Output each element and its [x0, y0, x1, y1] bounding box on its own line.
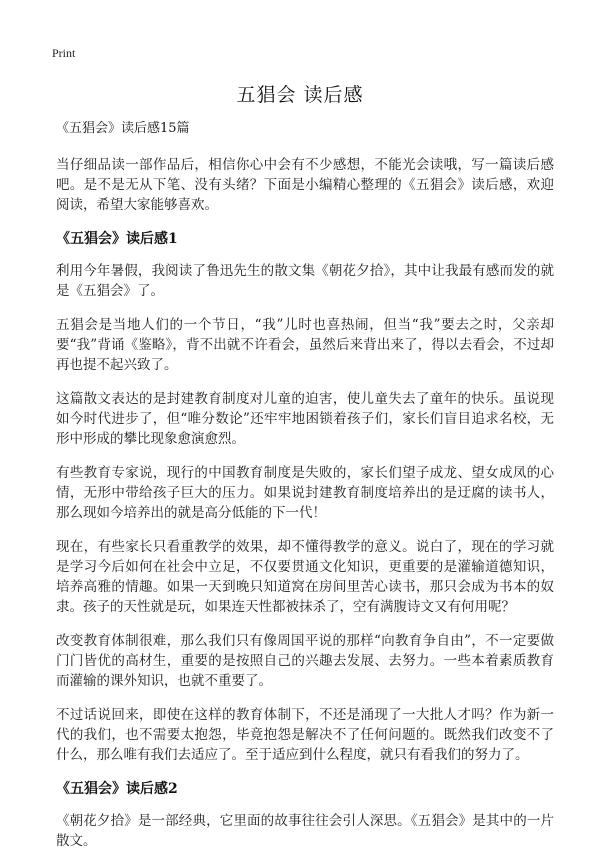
page-title: 五猖会 读后感 [236, 84, 364, 106]
paragraph: 五猖会是当地人们的一个节日，“我”儿时也喜热闹，但当“我”要去之时，父亲却要“我”背诵《鉴略》，背不出就不许看会，虽然后来背出来了，得以去看会，不过却再也提不起兴致了。 [56, 317, 554, 373]
section-1 [56, 229, 554, 765]
article-body [56, 120, 554, 865]
section-2 [56, 779, 554, 851]
paragraph: 改变教育体制很难，那么我们只有像周国平说的那样“向教育争自由”，不一定要做门门皆优的高材生，重要的是按照自己的兴趣去发展、去努力。一些本着素质教育而灌输的课外知识，也就不重要了。 [56, 633, 554, 689]
paragraph: 现在，有些家长只看重教学的效果，却不懂得教学的意义。说白了，现在的学习就是学习今后如何在社会中立足，不仅要贯通文化知识，更重要的是灌输道德知识，培养高雅的情趣。如果一天到晚只知道窝在房间里苦心读书，那只会成为书本的奴隶。孩子的天性就是玩，如果连天性都被抹杀了，空有满腹诗文又有何用呢？ [56, 539, 554, 615]
paragraph: 有些教育专家说，现行的中国教育制度是失败的，家长们望子成龙、望女成凤的心情，无形中带给孩子巨大的压力。如果说封建教育制度培养出的是迂腐的读书人，那么现如今培养出的就是高分低能的下一代！ [56, 465, 554, 521]
paragraph: 利用今年暑假，我阅读了鲁迅先生的散文集《朝花夕拾》，其中让我最有感而发的就是《五猖会》了。 [56, 263, 554, 299]
paragraph: 这篇散文表达的是封建教育制度对儿童的迫害，使儿童失去了童年的快乐。虽说现如今时代进步了，但“唯分数论”还牢牢地困锁着孩子们，家长们盲目追求名校，无形中形成的攀比现象愈演愈烈。 [56, 391, 554, 447]
paragraph: 不过话说回来，即使在这样的教育体制下，不还是涌现了一大批人才吗？作为新一代的我们，也不需要太抱怨，毕竟抱怨是解决不了任何问题的。既然我们改变不了什么，那么唯有我们去适应了。至于适应到什么程度，就只有看我们的努力了。 [56, 707, 554, 763]
section-heading: 《五猖会》读后感1 [56, 231, 178, 247]
section-heading: 《五猖会》读后感2 [56, 781, 178, 797]
paragraph: 《朝花夕拾》是一部经典，它里面的故事往往会引人深思。《五猖会》是其中的一片散文。 [56, 813, 554, 849]
print-label: Print [52, 46, 76, 60]
article-subtitle: 《五猖会》读后感15篇 [56, 121, 190, 136]
intro-paragraph: 当仔细品读一部作品后，相信你心中会有不少感想，不能光会读哦，写一篇读后感吧。是不是无从下笔、没有头绪？下面是小编精心整理的《五猖会》读后感，欢迎阅读，希望大家能够喜欢。 [56, 157, 554, 213]
